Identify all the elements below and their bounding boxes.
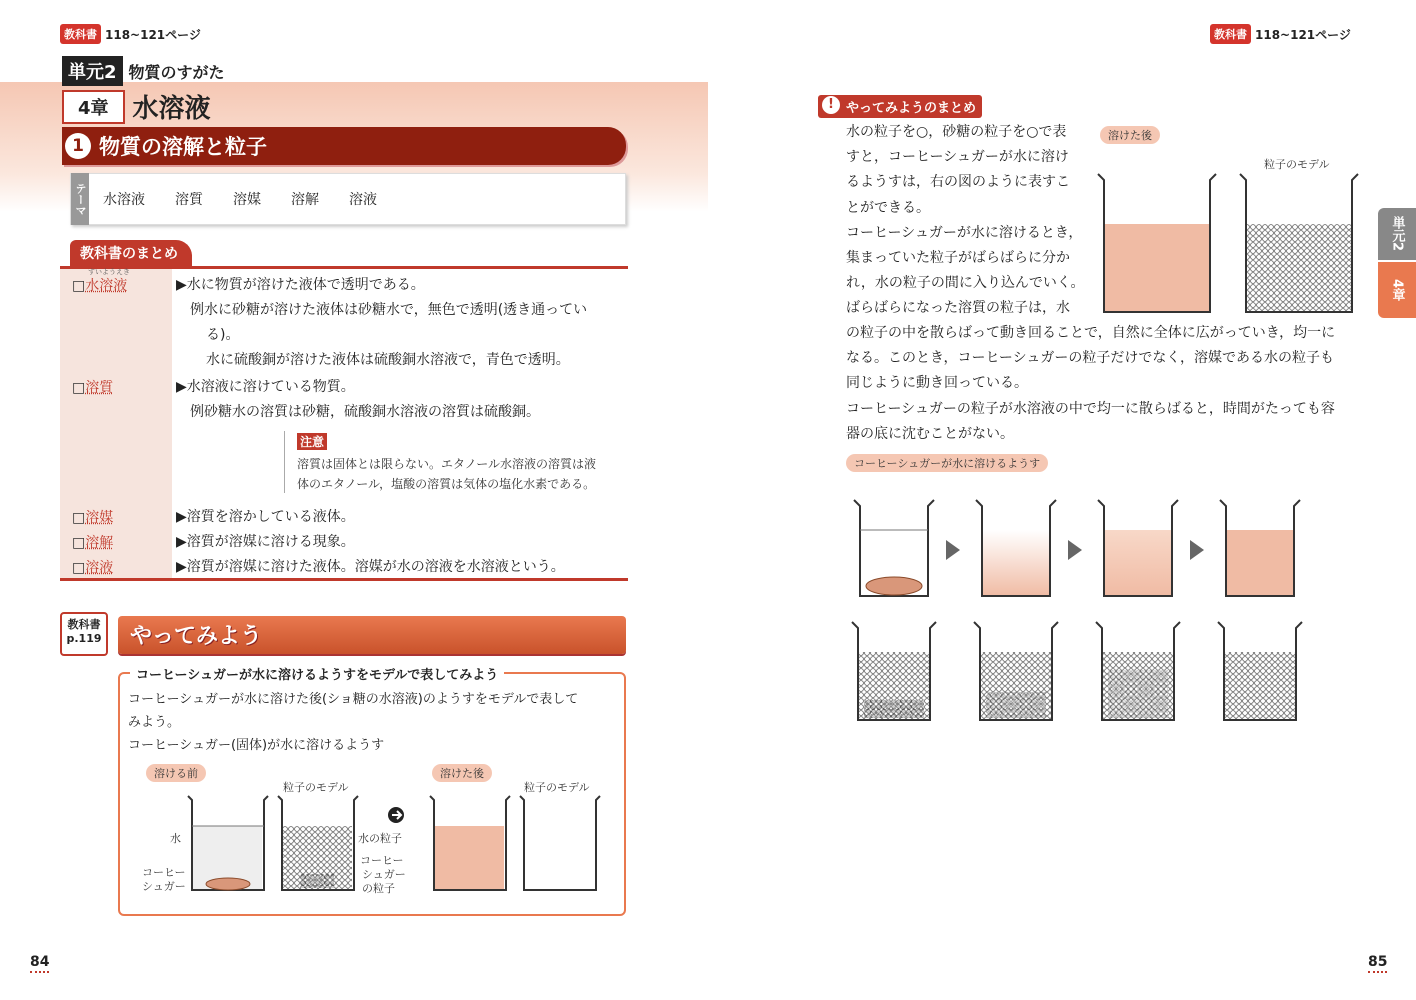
- term-row: [72, 377, 113, 397]
- term-definition: ▶溶質が溶媒に溶けた液体。溶媒が水の溶液を水溶液という。: [176, 559, 565, 575]
- text-line: るようすは，右の図のように表すこ: [846, 174, 1070, 191]
- before-label: 溶ける前: [146, 764, 206, 782]
- textbook-tag: 教科書: [60, 24, 101, 44]
- summary-text-continued: [846, 321, 1360, 447]
- unit-label: 単元2: [62, 56, 123, 86]
- term-label: 溶質: [85, 380, 114, 396]
- term-label: 溶解: [85, 535, 114, 551]
- section-heading: [62, 127, 626, 165]
- term-label: 溶媒: [85, 510, 114, 526]
- term-label: 溶液: [85, 560, 114, 576]
- arrow-right-icon: [1190, 540, 1204, 560]
- experiment-beakers: [180, 790, 620, 900]
- term-definition: ▶溶質が溶媒に溶ける現象。: [176, 534, 355, 550]
- theme-word: 溶媒: [233, 192, 261, 208]
- icon-line: 教科書: [67, 618, 101, 631]
- term-row: [72, 507, 113, 527]
- model-label: 粒子のモデル: [1264, 158, 1330, 171]
- textbook-reference-right: [1210, 24, 1351, 44]
- after-label: 溶けた後: [1100, 126, 1160, 144]
- arrow-right-icon: [1068, 540, 1082, 560]
- textbook-page-icon: [60, 612, 108, 656]
- definition-line: 例砂糖水の溶質は砂糖，硫酸銅水溶液の溶質は硫酸銅。: [190, 404, 540, 420]
- icon-line: p.119: [66, 632, 102, 645]
- text-line: 器の底に沈むことがない。: [846, 425, 1014, 442]
- term-definition: [176, 273, 587, 373]
- theme-word: 溶液: [349, 192, 377, 208]
- process-beaker-4: [1220, 500, 1300, 596]
- sugar-particle-label: の粒子: [362, 882, 395, 895]
- experiment-title: コーヒーシュガーが水に溶けるようすをモデルで表してみよう: [130, 664, 504, 683]
- chapter-title: 水溶液: [132, 94, 211, 124]
- theme-word: 溶解: [291, 192, 319, 208]
- beaker-model-empty: [520, 796, 600, 890]
- text-line: すと，コーヒーシュガーが水に溶け: [846, 149, 1069, 166]
- side-tab-chapter[interactable]: 4章: [1378, 262, 1416, 318]
- beaker-solution: [1098, 174, 1216, 312]
- term-definition: [176, 375, 540, 425]
- term-row: [72, 557, 113, 577]
- sugar-label: コーヒー: [142, 866, 186, 879]
- experiment-line: コーヒーシュガーが水に溶けた後(ショ糖の水溶液)のようすをモデルで表して: [128, 692, 579, 707]
- theme-box: [70, 173, 626, 225]
- textbook-reference: [60, 24, 201, 44]
- water-label: 水: [170, 832, 181, 845]
- textbook-tag: 教科書: [1210, 24, 1251, 44]
- process-beaker-1: [854, 500, 934, 596]
- checkbox-mark: □: [72, 535, 86, 551]
- model-label: 粒子のモデル: [524, 781, 590, 794]
- page-range: 118~121ページ: [1255, 27, 1351, 42]
- experiment-line: みよう。: [128, 715, 181, 730]
- definition-line: 例水に砂糖が溶けた液体は砂糖水で，無色で透明(透き通ってい: [190, 302, 588, 318]
- chapter-heading: [62, 88, 211, 125]
- text-line: コーヒーシュガーが水に溶けるとき，: [846, 224, 1083, 241]
- after-label: 溶けた後: [432, 764, 492, 782]
- term-ruby: すいようえき: [88, 268, 130, 276]
- sugar-particle-label: コーヒー: [360, 854, 404, 867]
- model-beaker-4: [1218, 622, 1302, 720]
- beaker-model-before: [278, 796, 358, 890]
- sugar-particle-label: シュガー: [362, 868, 406, 881]
- text-line: の粒子の中を散らばって動き回ることで，自然に全体に広がっていき，均一に: [846, 325, 1336, 341]
- arrow-icon: [388, 807, 404, 823]
- definition-line: ▶水溶液に溶けている物質。: [176, 379, 355, 395]
- process-beaker-3: [1098, 500, 1178, 596]
- term-row: [72, 275, 127, 295]
- caution-note: [284, 431, 614, 493]
- sugar-label: シュガー: [142, 880, 186, 893]
- definition-line: る)。: [206, 327, 240, 343]
- text-line: 集まっていた粒子がばらばらに分か: [846, 250, 1070, 267]
- caution-line: 溶質は固体とは限らない。エタノール水溶液の溶質は液: [297, 457, 597, 471]
- theme-word: 水溶液: [103, 192, 145, 208]
- water-particle-label: 水の粒子: [358, 832, 402, 845]
- side-tab-unit[interactable]: 単元2: [1378, 208, 1416, 260]
- checkbox-mark: □: [72, 560, 86, 576]
- arrow-right-icon: [946, 540, 960, 560]
- summary-try-tag: やってみようのまとめ: [818, 95, 982, 118]
- text-line: ばらばらになった溶質の粒子は，水: [846, 300, 1070, 317]
- dissolving-process: [846, 494, 1316, 730]
- caution-line: 体のエタノール，塩酸の溶質は気体の塩化水素である。: [297, 477, 596, 491]
- text-line: とができる。: [846, 199, 930, 216]
- caution-text: [297, 454, 614, 494]
- text-line: れ，水の粒子の間に入り込んでいく。: [846, 275, 1085, 292]
- term-label: 水溶液: [85, 278, 128, 294]
- section-number: 1: [65, 133, 91, 159]
- page-number-right: 85: [1368, 954, 1387, 973]
- try-title: やってみよう: [130, 624, 263, 649]
- definition-line: ▶水に物質が溶けた液体で透明である。: [176, 277, 425, 293]
- checkbox-mark: □: [72, 510, 86, 526]
- theme-tag: テーマ: [71, 173, 89, 225]
- definition-line: 水に硫酸銅が溶けた液体は硫酸銅水溶液で，青色で透明。: [206, 352, 570, 368]
- experiment-line: コーヒーシュガー(固体)が水に溶けるようす: [128, 738, 385, 753]
- beaker-after: [430, 796, 510, 890]
- model-beaker-1: [852, 622, 936, 720]
- summary-text: [846, 120, 1086, 322]
- model-label: 粒子のモデル: [283, 781, 349, 794]
- checkbox-mark: □: [72, 380, 86, 396]
- summary-area: [60, 266, 628, 581]
- beaker-before: [188, 796, 268, 890]
- summary-tab: 教科書のまとめ: [70, 240, 192, 266]
- caution-tag: 注意: [297, 433, 327, 450]
- beaker-model-uniform: [1240, 174, 1358, 312]
- section-title: 物質の溶解と粒子: [99, 135, 267, 159]
- process-label: コーヒーシュガーが水に溶けるようす: [846, 454, 1048, 472]
- model-beaker-3: [1096, 622, 1180, 720]
- chapter-label: 4章: [62, 90, 125, 124]
- page-number-left: 84: [30, 954, 49, 973]
- page-range: 118~121ページ: [105, 27, 201, 42]
- unit-heading: [62, 56, 225, 86]
- theme-word: 溶質: [175, 192, 203, 208]
- text-line: 水の粒子を○，砂糖の粒子を○で表: [846, 124, 1067, 140]
- text-line: なる。このとき，コーヒーシュガーの粒子だけでなく，溶媒である水の粒子も: [846, 350, 1335, 367]
- text-line: コーヒーシュガーの粒子が水溶液の中で均一に散らばると，時間がたっても容: [846, 400, 1335, 417]
- model-beaker-2: [974, 622, 1058, 720]
- checkbox-mark: □: [72, 278, 86, 294]
- term-row: [72, 532, 113, 552]
- bulb-icon: !: [822, 96, 840, 114]
- experiment-text: [128, 688, 618, 757]
- after-beakers: [1094, 170, 1360, 318]
- text-line: 同じように動き回っている。: [846, 375, 1028, 392]
- unit-title: 物質のすがた: [128, 62, 225, 82]
- process-beaker-2: [976, 500, 1056, 596]
- term-definition: ▶溶質を溶かしている液体。: [176, 509, 355, 525]
